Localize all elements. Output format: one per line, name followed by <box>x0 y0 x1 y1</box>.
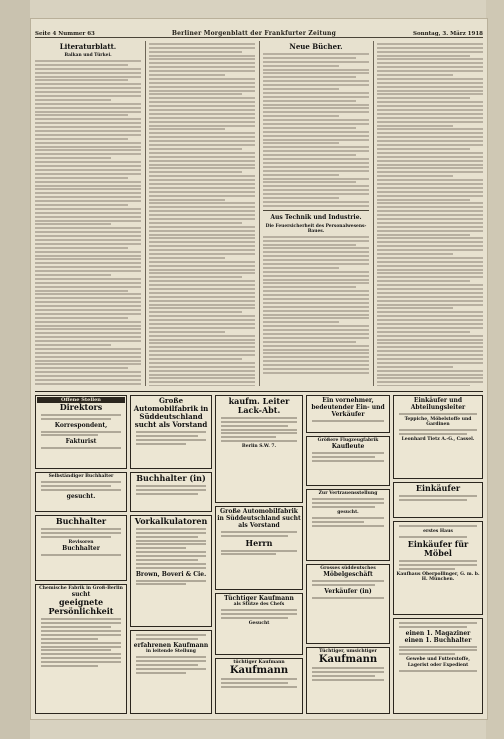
ad-buchhalter-revisoren <box>35 515 127 581</box>
ad-chemische-fabrik <box>35 584 127 714</box>
ad-headline: Gesucht <box>248 620 270 626</box>
ad-headline: Möbelgeschäft <box>323 571 373 579</box>
right-edge <box>486 0 504 739</box>
ad-ein-verkaeufer <box>306 395 390 433</box>
ad-headline: Chemische Fabrik in Groß-Berlin <box>39 586 123 591</box>
ad-company: Brown, Boveri & Cie. <box>135 570 207 578</box>
column-3-title: Neue Bücher. <box>289 42 343 51</box>
ad-einkaeufer <box>393 482 483 518</box>
ad-headline: erfahrenen Kaufmann <box>133 641 209 649</box>
ad-headline: sucht <box>71 591 91 599</box>
ad-headline: Kaufleute <box>331 443 365 451</box>
binding-edge <box>0 0 30 739</box>
column-4-body <box>377 43 483 386</box>
column-1 <box>35 41 141 386</box>
header-center: Berliner Morgenblatt der Frankfurter Zeitung <box>171 30 336 37</box>
ad-kaufm-leiter <box>215 395 303 503</box>
ad-headline: kaufm. Leiter <box>228 396 290 406</box>
ad-headline: Vorkalkulatoren <box>134 516 208 526</box>
ad-automobilfabrik-herrn <box>215 506 303 590</box>
ad-headline: Revisoren <box>68 539 94 545</box>
ad-headline: in leitende Stellung <box>146 648 196 654</box>
ad-headline: Grosses süddeutsches <box>320 566 376 571</box>
ad-buchhalter-in <box>130 472 212 512</box>
ad-headline: Einkäufer und Abteilungsleiter <box>410 397 466 411</box>
column-3b-title: Aus Technik und Industrie. <box>270 213 362 221</box>
column-3-separator <box>263 210 369 211</box>
ad-headline: Einkäufer für Möbel <box>407 538 469 558</box>
ad-headline: Größere Flugzeugfabrik <box>317 438 379 443</box>
column-2-body <box>149 43 255 386</box>
ad-erfahrenen-kaufmann <box>130 630 212 714</box>
ad-company: Kaufhaus Oberpollinger, G. m. b. H. München. <box>396 571 480 582</box>
ad-headline: Herrn <box>245 537 273 548</box>
ad-headline: Fakturist <box>65 438 97 446</box>
column-rule <box>373 41 374 386</box>
ad-headline: Große Automobilfabrik in Süddeutschland sucht als Vorstand <box>217 508 301 529</box>
ad-headline: gesucht. <box>66 492 96 500</box>
ad-buchhalter-gesucht <box>35 472 127 512</box>
ad-umsichtiger-kaufmann <box>306 647 390 714</box>
ad-headline: einen 1. Magaziner <box>405 629 471 637</box>
column-3-body <box>263 53 369 207</box>
ad-headline: geeignete Persönlichkeit <box>48 597 114 617</box>
ad-headline: Kaufmann <box>229 665 289 677</box>
ad-headline: Tüchtiger Kaufmann <box>224 595 294 602</box>
ad-magaziner-buchhalter <box>393 618 483 714</box>
ad-headline: Lack-Abt. <box>237 405 281 415</box>
ad-headline: Gewebe und Futterstoffe, Lagerist oder Expedient <box>406 657 470 668</box>
ad-vorkalkulatoren <box>130 515 212 627</box>
column-3 <box>263 41 369 386</box>
ad-vertrauensstellung <box>306 489 390 561</box>
ad-headline: Tüchtiger, umsichtiger <box>319 649 377 654</box>
ad-tuechtiger-kaufmann <box>215 593 303 655</box>
header-right: Sonntag, 3. März 1918 <box>413 31 483 37</box>
ad-automobilfabrik <box>130 395 212 469</box>
ad-headline: Ein vornehmer, bedeutender Ein- und Verkäufer <box>311 397 385 418</box>
column-1-body <box>35 60 141 386</box>
ad-headline: Kaufmann <box>318 654 378 666</box>
column-rule <box>145 41 146 386</box>
ad-headline: Korrespondent, <box>54 421 108 429</box>
ad-headline: einen 1. Buchhalter <box>404 636 472 644</box>
ad-headline: Zur Vertrauensstellung <box>318 491 378 496</box>
ad-address: Berlin S.W. 7. <box>241 444 277 450</box>
newspaper-page <box>30 18 488 720</box>
column-4 <box>377 41 483 386</box>
page-header <box>35 23 483 38</box>
ad-kaufmann <box>215 658 303 714</box>
column-2 <box>149 41 255 386</box>
ad-headline: gesucht. <box>337 509 359 515</box>
ad-headline: als Stütze des Chefs <box>233 602 285 607</box>
advertisements-section <box>35 391 483 716</box>
ad-einkaeufer-moebel <box>393 521 483 615</box>
ad-headline: tüchtiger Kaufmann <box>233 660 285 665</box>
ad-flugzeugfabrik <box>306 436 390 486</box>
ad-headline: erstes Haus <box>423 528 453 534</box>
ad-headline: Buchhalter <box>62 544 100 552</box>
ad-headline: Buchhalter (in) <box>136 473 206 483</box>
ad-company: Leonhard Tietz A.-G., Cassel. <box>401 437 475 443</box>
header-left: Seite 4 Nummer 63 <box>35 31 95 37</box>
ad-headline: Große Automobilfabrik in Süddeutschland sucht als Vorstand <box>133 396 209 429</box>
ad-headline: Buchhalter <box>55 516 107 526</box>
ad-header: Offene Stellen <box>37 397 125 403</box>
ad-offene-stellen <box>35 395 127 469</box>
ad-headline: Verkäufer (in) <box>324 588 372 596</box>
ad-headline: Selbständiger Buchhalter <box>48 474 114 479</box>
ad-headline: Einkäufer <box>415 483 461 493</box>
ad-headline: Direktors <box>59 402 103 412</box>
ad-moebelgeschaeft <box>306 564 390 644</box>
column-1-subtitle: Balkan und Türkei. <box>64 53 112 58</box>
column-rule <box>259 41 260 386</box>
ad-headline: Teppiche, Möbelstoffe und Gardinen <box>404 416 472 428</box>
column-3b-body <box>263 236 369 374</box>
column-3b-subtitle: Die Feuersicherheit des Personalwesens-Baues. <box>265 223 367 234</box>
ad-einkaeufer-teppiche <box>393 395 483 479</box>
column-1-title: Literaturblatt. <box>59 42 117 51</box>
